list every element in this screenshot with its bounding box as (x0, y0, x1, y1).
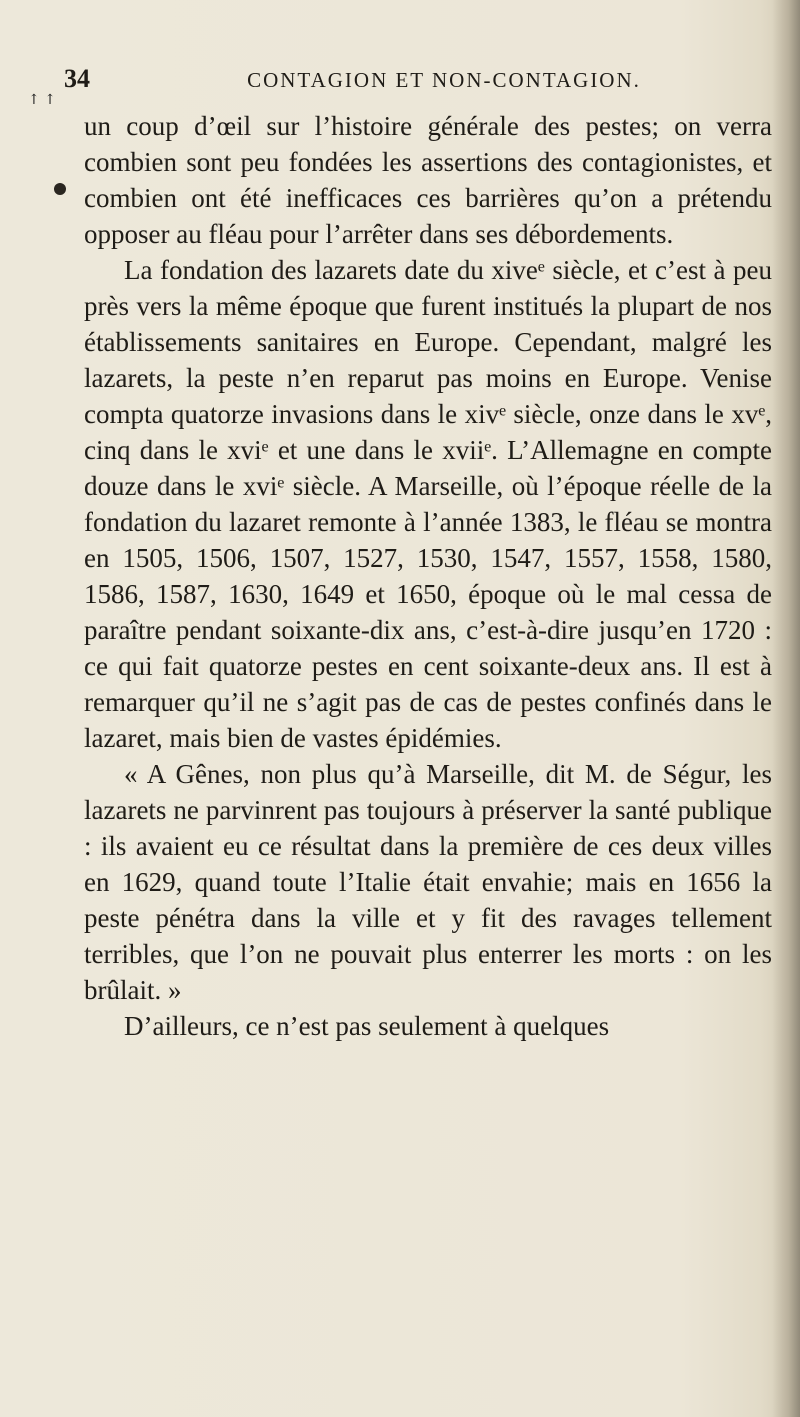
margin-marks: ↑ ↑ (28, 92, 56, 108)
paragraph-1: un coup d’œil sur l’histoire générale des pestes; on verra combien sont peu fondées les assertions des contagionistes, et combien ont été inefficaces ces barrières qu’on a prétendu opposer au fléau pour l’arrêter dans ses débordements. (84, 111, 772, 249)
paragraph-3: « A Gênes, non plus qu’à Marseille, dit M. de Ségur, les lazarets ne parvinrent pas toujours à préserver la santé publique : ils avaient eu ce résultat dans la première de ces deux villes en 1629, quand toute l’Italie était envahie; mais en 1656 la peste pénétra dans la ville et y fit des ravages tellement terribles, que l’on ne pouvait plus enterrer les morts : on les brûlait. » (84, 759, 772, 1005)
paragraph-4: D’ailleurs, ce n’est pas seulement à quelques (124, 1011, 610, 1041)
paragraph-2: La fondation des lazarets date du xiveᵉ siècle, et c’est à peu près vers la même époque que furent institués la plupart de nos établissements sanitaires en Europe. Cependant, malgré les lazarets, la peste n’en reparut pas moins en Europe. Venise compta quatorze invasions dans le xivᵉ siècle, onze dans le xvᵉ, cinq dans le xviᵉ et une dans le xviiᵉ. L’Allemagne en compte douze dans le xviᵉ siècle. A Marseille, où l’époque réelle de la fondation du lazaret remonte à l’année 1383, le fléau se montra en 1505, 1506, 1507, 1527, 1530, 1547, 1557, 1558, 1580, 1586, 1587, 1630, 1649 et 1650, époque où le mal cessa de paraître pendant soixante-dix ans, c’est-à-dire jusqu’en 1720 : ce qui fait quatorze pestes en cent soixante-deux ans. Il est à remarquer qu’il ne s’agit pas de cas de pestes confinés dans le lazaret, mais bien de vastes épidémies. (84, 255, 772, 753)
page-edge-shadow (772, 0, 800, 1417)
ink-dot-mark (54, 183, 66, 195)
page-number: 34 (64, 64, 90, 93)
page-header (64, 64, 764, 98)
running-title: CONTAGION ET NON-CONTAGION. (247, 68, 641, 92)
body-text (84, 108, 772, 1044)
